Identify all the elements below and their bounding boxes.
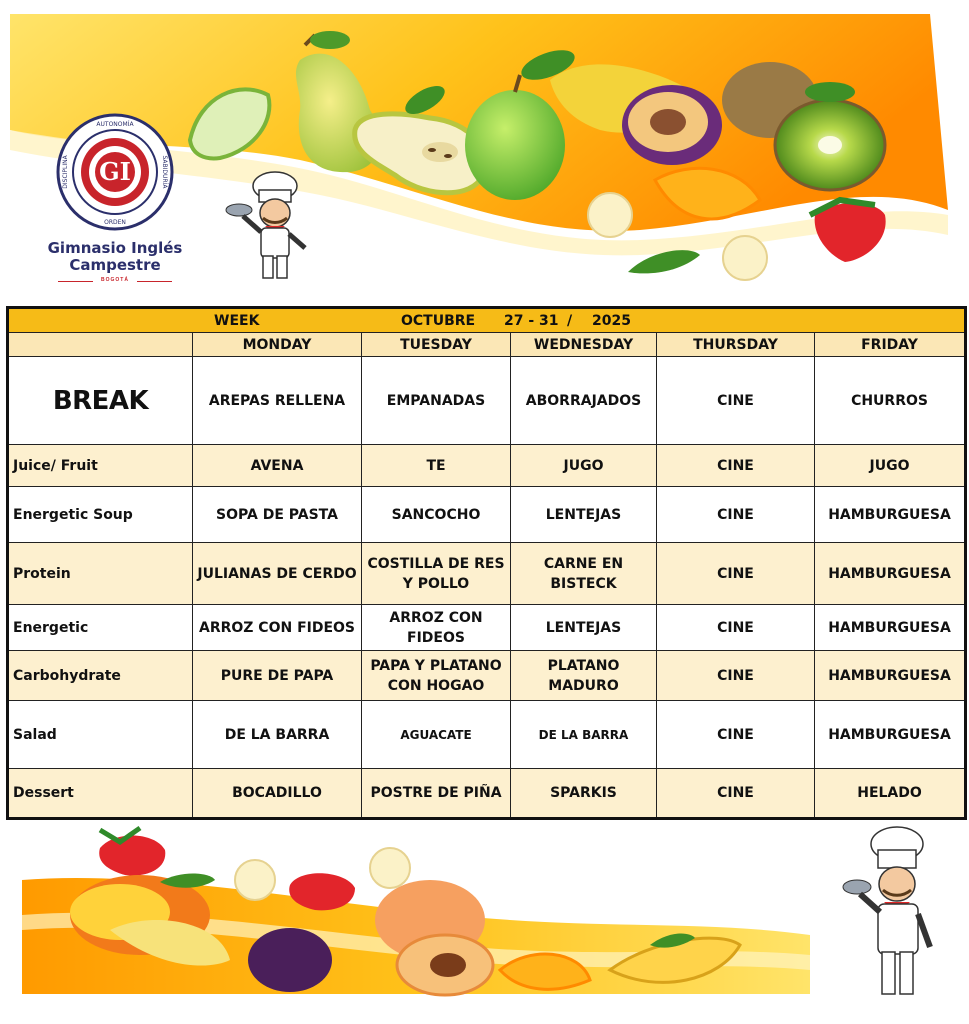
menu-table (6, 306, 967, 820)
menu-cell: CHURROS (815, 357, 966, 445)
menu-cell: CINE (657, 357, 815, 445)
menu-cell: JULIANAS DE CERDO (193, 543, 362, 605)
menu-cell: CINE (657, 701, 815, 769)
school-name-line1: Gimnasio Inglés (47, 239, 183, 257)
menu-cell: CINE (657, 487, 815, 543)
row-label: Dessert (8, 769, 193, 819)
menu-cell: CINE (657, 769, 815, 819)
table-row (8, 487, 966, 543)
menu-cell: CINE (657, 543, 815, 605)
menu-cell: SANCOCHO (362, 487, 511, 543)
chef-illustration-bottom (842, 822, 937, 1002)
row-label: Carbohydrate (8, 651, 193, 701)
menu-cell: HAMBURGUESA (815, 651, 966, 701)
menu-cell: CARNE EN BISTECK (511, 543, 657, 605)
menu-cell: TE (362, 445, 511, 487)
table-row (8, 445, 966, 487)
table-row (8, 769, 966, 819)
table-row (8, 543, 966, 605)
menu-cell: HAMBURGUESA (815, 701, 966, 769)
menu-cell: AVENA (193, 445, 362, 487)
menu-cell: JUGO (511, 445, 657, 487)
day-monday: MONDAY (193, 333, 362, 357)
table-row (8, 701, 966, 769)
day-friday: FRIDAY (815, 333, 966, 357)
menu-cell: DE LA BARRA (193, 701, 362, 769)
row-label: BREAK (8, 357, 193, 445)
menu-cell: HELADO (815, 769, 966, 819)
days-row (8, 333, 966, 357)
menu-cell: LENTEJAS (511, 487, 657, 543)
week-separator: / (567, 313, 573, 329)
menu-cell: ARROZ CON FIDEOS (193, 605, 362, 651)
row-label: Energetic (8, 605, 193, 651)
chef-illustration-top (225, 168, 320, 283)
day-thursday: THURSDAY (657, 333, 815, 357)
school-city: BOGOTÁ (101, 277, 129, 283)
table-row (8, 357, 966, 445)
day-tuesday: TUESDAY (362, 333, 511, 357)
week-month: OCTUBRE (401, 313, 476, 329)
table-row (8, 605, 966, 651)
week-header-row (8, 308, 966, 333)
day-wednesday: WEDNESDAY (511, 333, 657, 357)
menu-cell: BOCADILLO (193, 769, 362, 819)
corner-cell (8, 333, 193, 357)
row-label: Salad (8, 701, 193, 769)
table-row (8, 651, 966, 701)
menu-cell: ABORRAJADOS (511, 357, 657, 445)
menu-cell: JUGO (815, 445, 966, 487)
menu-cell: HAMBURGUESA (815, 543, 966, 605)
menu-cell: HAMBURGUESA (815, 605, 966, 651)
row-label: Energetic Soup (8, 487, 193, 543)
school-name-line2: Campestre (69, 256, 161, 274)
row-label: Juice/ Fruit (8, 445, 193, 487)
menu-cell: POSTRE DE PIÑA (362, 769, 511, 819)
week-header (8, 308, 966, 333)
logo-monogram: GI (99, 157, 131, 186)
school-logo (55, 112, 175, 232)
row-label: Protein (8, 543, 193, 605)
logo-word-top: AUTONOMÍA (96, 121, 134, 128)
menu-cell: DE LA BARRA (511, 701, 657, 769)
week-label: WEEK (214, 313, 260, 329)
menu-cell: PLATANO MADURO (511, 651, 657, 701)
fruit-banner-bottom (0, 820, 969, 1024)
menu-cell: AREPAS RELLENA (193, 357, 362, 445)
menu-cell: ARROZ CON FIDEOS (362, 605, 511, 651)
school-name (40, 240, 190, 274)
menu-cell: AGUACATE (362, 701, 511, 769)
divider (137, 281, 172, 282)
logo-word-left: DISCIPLINA (62, 155, 69, 189)
menu-cell: EMPANADAS (362, 357, 511, 445)
menu-cell: SPARKIS (511, 769, 657, 819)
menu-cell: LENTEJAS (511, 605, 657, 651)
logo-word-bottom: ORDEN (104, 219, 126, 226)
menu-cell: COSTILLA DE RES Y POLLO (362, 543, 511, 605)
menu-cell: CINE (657, 605, 815, 651)
menu-cell: PURE DE PAPA (193, 651, 362, 701)
menu-cell: HAMBURGUESA (815, 487, 966, 543)
week-year: 2025 (592, 313, 631, 329)
menu-cell: CINE (657, 651, 815, 701)
menu-cell: SOPA DE PASTA (193, 487, 362, 543)
logo-word-right: SABIDURÍA (161, 155, 168, 189)
week-range: 27 - 31 (504, 313, 559, 329)
menu-cell: PAPA Y PLATANO CON HOGAO (362, 651, 511, 701)
menu-cell: CINE (657, 445, 815, 487)
